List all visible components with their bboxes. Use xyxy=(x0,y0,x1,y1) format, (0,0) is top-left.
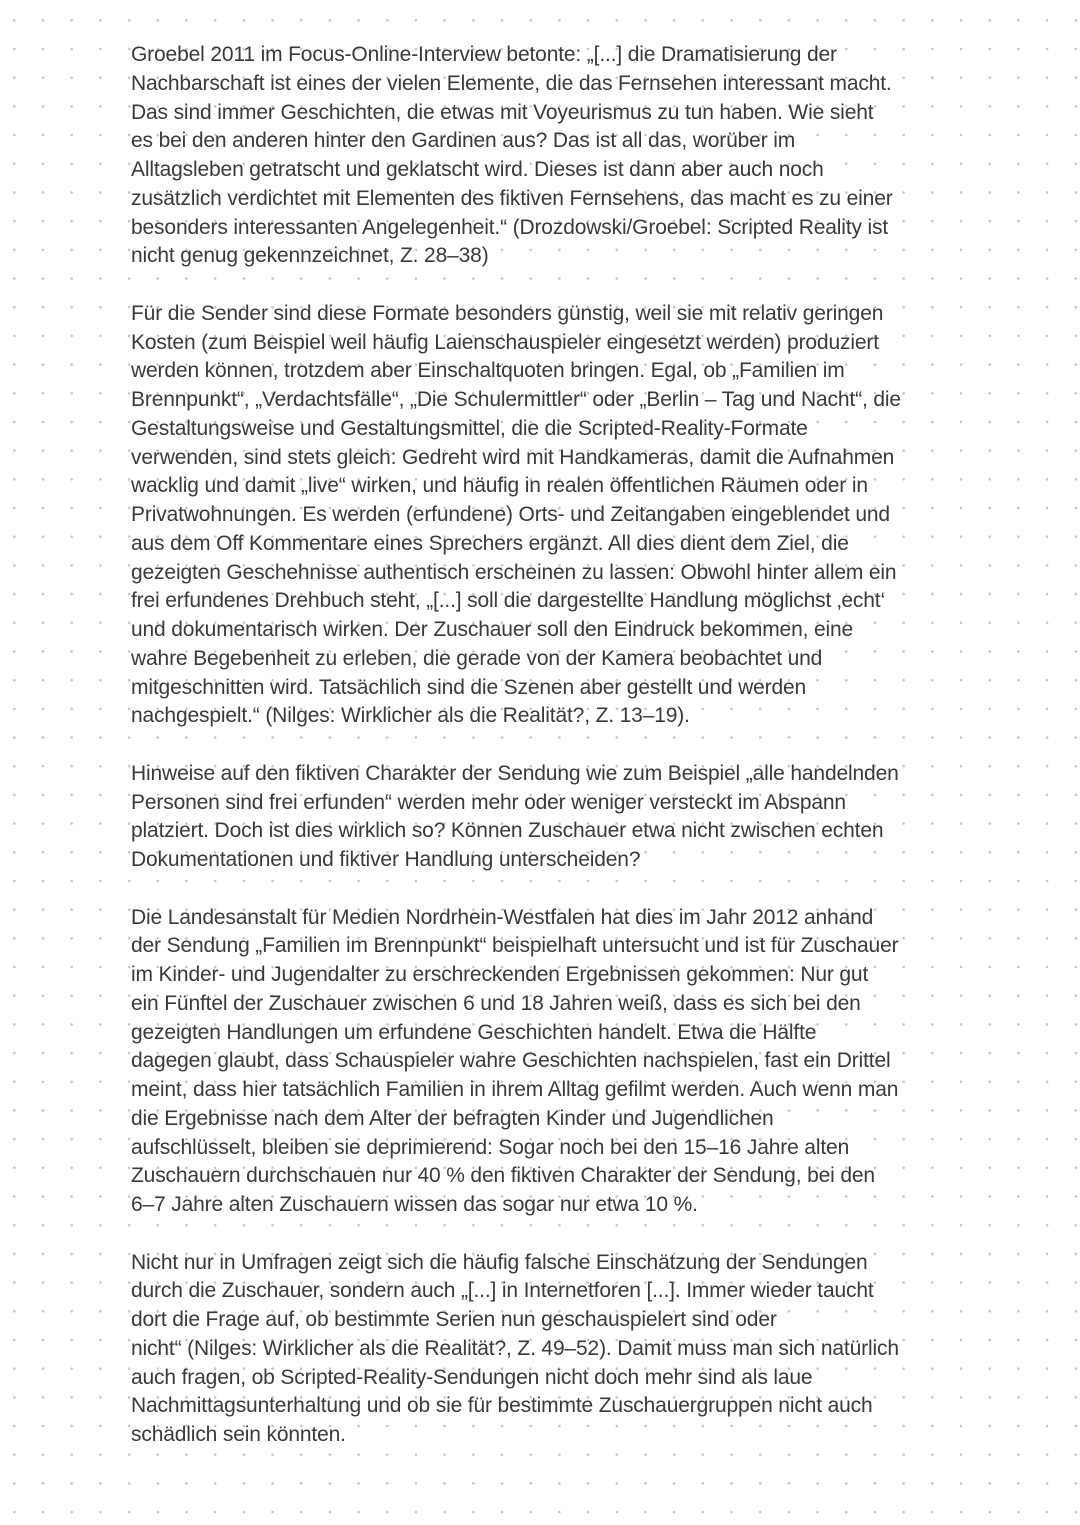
paragraph-study: Die Landesanstalt für Medien Nordrhein-Westfalen hat dies im Jahr 2012 anhand der Sendung „Familien im Brennpunkt“ beispielhaft untersucht und ist für Zuschauer im Kinder- und Jugendalter zu erschreckenden Ergebnissen gekommen: Nur gut ein Fünftel der Zuschauer zwischen 6 und 18 Jahren weiß, dass es sich bei den gezeigten Handlungen um erfundene Geschichten handelt. Etwa die Hälfte dagegen glaubt, dass Schauspieler wahre Geschichten nachspielen, fast ein Drittel meint, dass hier tatsächlich Familien in ihrem Alltag gefilmt werden. Auch wenn man die Ergebnisse nach dem Alter der befragten Kinder und Jugendlichen aufschlüsselt, bleiben sie deprimierend: Sogar noch bei den 15–16 Jahre alten Zuschauern durchschauen nur 40 % den fiktiven Charakter der Sendung, bei den 6–7 Jahre alten Zuschauern wissen das sogar nur etwa 10 %. xyxy=(131,905,899,1216)
paragraph-hints: Hinweise auf den fiktiven Charakter der Sendung wie zum Beispiel „alle handelnden Personen sind frei erfunden“ werden mehr oder weniger versteckt im Abspann platziert. Doch ist dies wirklich so? Können Zuschauer etwa nicht zwischen echten Dokumentationen und fiktiver Handlung unterscheiden? xyxy=(131,761,899,871)
document-body xyxy=(131,41,961,1479)
paragraph-formats: Für die Sender sind diese Formate besonders günstig, weil sie mit relativ geringen Kosten (zum Beispiel weil häufig Laienschauspieler eingesetzt werden) produziert werden können, trotzdem aber Einschaltquoten bringen. Egal, ob „Familien im Brennpunkt“, „Verdachtsfälle“, „Die Schulermittler“ oder „Berlin – Tag und Nacht“, die Gestaltungsweise und Gestaltungsmittel, die die Scripted-Reality-Formate verwenden, sind stets gleich: Gedreht wird mit Handkameras, damit die Aufnahmen wacklig und damit „live“ wirken, und häufig in realen öffentlichen Räumen oder in Privatwohnungen. Es werden (erfundene) Orts- und Zeitangaben eingeblendet und aus dem Off Kommentare eines Sprechers ergänzt. All dies dient dem Ziel, die gezeigten Geschehnisse authentisch erscheinen zu lassen: Obwohl hinter allem ein frei erfundenes Drehbuch steht, „[...] soll die dargestellte Handlung möglichst ‚echt‘ und dokumentarisch wirken. Der Zuschauer soll den Eindruck bekommen, eine wahre Begebenheit zu erleben, die gerade von der Kamera beobachtet und mitgeschnitten wird. Tatsächlich sind die Szenen aber gestellt und werden nachgespielt.“ (Nilges: Wirklicher als die Realität?, Z. 13–19). xyxy=(131,301,901,728)
paragraph-groebel-quote: Groebel 2011 im Focus-Online-Interview betonte: „[...] die Dramatisierung der Nachbarschaft ist eines der vielen Elemente, die das Fernsehen interessant macht. Das sind immer Geschichten, die etwas mit Voyeurismus zu tun haben. Wie sieht es bei den anderen hinter den Gardinen aus? Das ist all das, worüber im Alltagsleben getratscht und geklatscht wird. Dieses ist dann aber auch noch zusätzlich verdichtet mit Elementen des fiktiven Fernsehens, das macht es zu einer besonders interessanten Angelegenheit.“ (Drozdowski/Groebel: Scripted Reality ist nicht genug gekennzeichnet, Z. 28–38) xyxy=(131,43,893,268)
paragraph-forums: Nicht nur in Umfragen zeigt sich die häufig falsche Einschätzung der Sendungen durch die Zuschauer, sondern auch „[...] in Internetforen [...]. Immer wieder taucht dort die Frage auf, ob bestimmte Serien nun geschauspielert sind oder nicht“ (Nilges: Wirklicher als die Realität?, Z. 49–52). Damit muss man sich natürlich auch fragen, ob Scripted-Reality-Sendungen nicht doch mehr sind als laue Nachmittagsunterhaltung und ob sie für bestimmte Zuschauergruppen nicht auch schädlich sein könnten. xyxy=(131,1250,899,1446)
